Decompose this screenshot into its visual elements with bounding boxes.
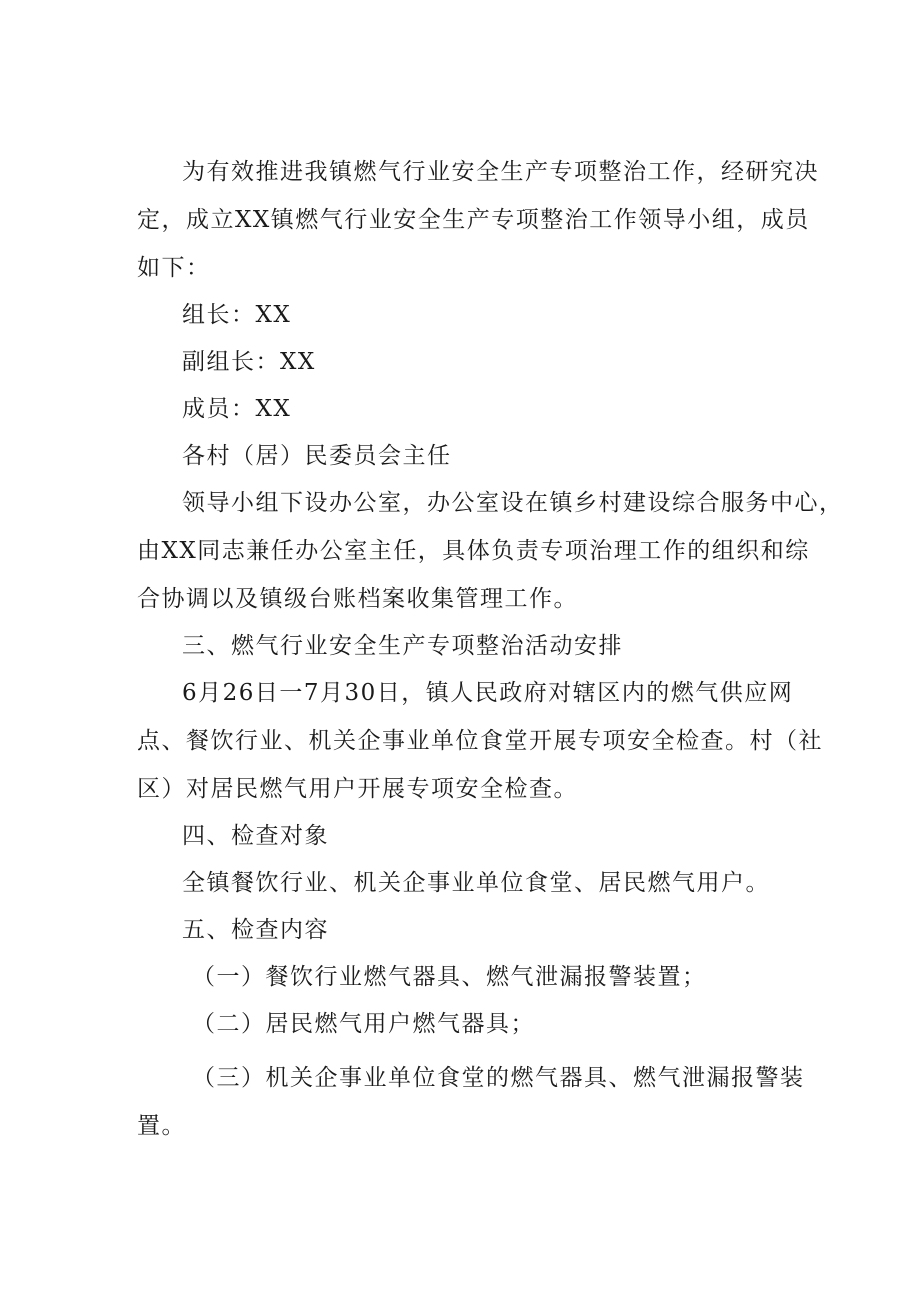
section5-item-3-line-2: 置。	[137, 1113, 186, 1139]
deputy-leader-line: 副组长：XX	[182, 349, 316, 375]
leader-line: 组长：XX	[182, 302, 292, 328]
section3-line-1: 6月26日一7月30日，镇人民政府对辖区内的燃气供应网	[182, 680, 794, 706]
section3-line-2: 点、餐饮行业、机关企事业单位食堂开展专项安全检查。村（社	[137, 728, 823, 754]
section4-heading: 四、检查对象	[182, 823, 329, 849]
members-line: 成员：XX	[182, 396, 292, 422]
village-directors-line: 各村（居）民委员会主任	[182, 443, 452, 469]
section5-item-1: （一）餐饮行业燃气器具、燃气泄漏报警装置；	[192, 964, 707, 990]
section3-heading: 三、燃气行业安全生产专项整治活动安排	[182, 633, 623, 659]
section4-text: 全镇餐饮行业、机关企事业单位食堂、居民燃气用户。	[182, 870, 770, 896]
intro-line-1: 为有效推进我镇燃气行业安全生产专项整治工作，经研究决	[182, 159, 819, 185]
office-line-1: 领导小组下设办公室，办公室设在镇乡村建设综合服务中心，	[182, 490, 844, 516]
intro-line-2: 定，成立XX镇燃气行业安全生产专项整治工作领导小组，成员	[137, 207, 810, 233]
section5-item-2: （二）居民燃气用户燃气器具；	[192, 1011, 535, 1037]
section3-line-3: 区）对居民燃气用户开展专项安全检查。	[137, 776, 578, 802]
section5-heading: 五、检查内容	[182, 917, 329, 943]
office-line-3: 合协调以及镇级台账档案收集管理工作。	[137, 586, 578, 612]
intro-line-3: 如下：	[137, 255, 211, 281]
section5-item-3-line-1: （三）机关企事业单位食堂的燃气器具、燃气泄漏报警装	[192, 1065, 805, 1091]
office-line-2: 由XX同志兼任办公室主任，具体负责专项治理工作的组织和综	[137, 538, 810, 564]
